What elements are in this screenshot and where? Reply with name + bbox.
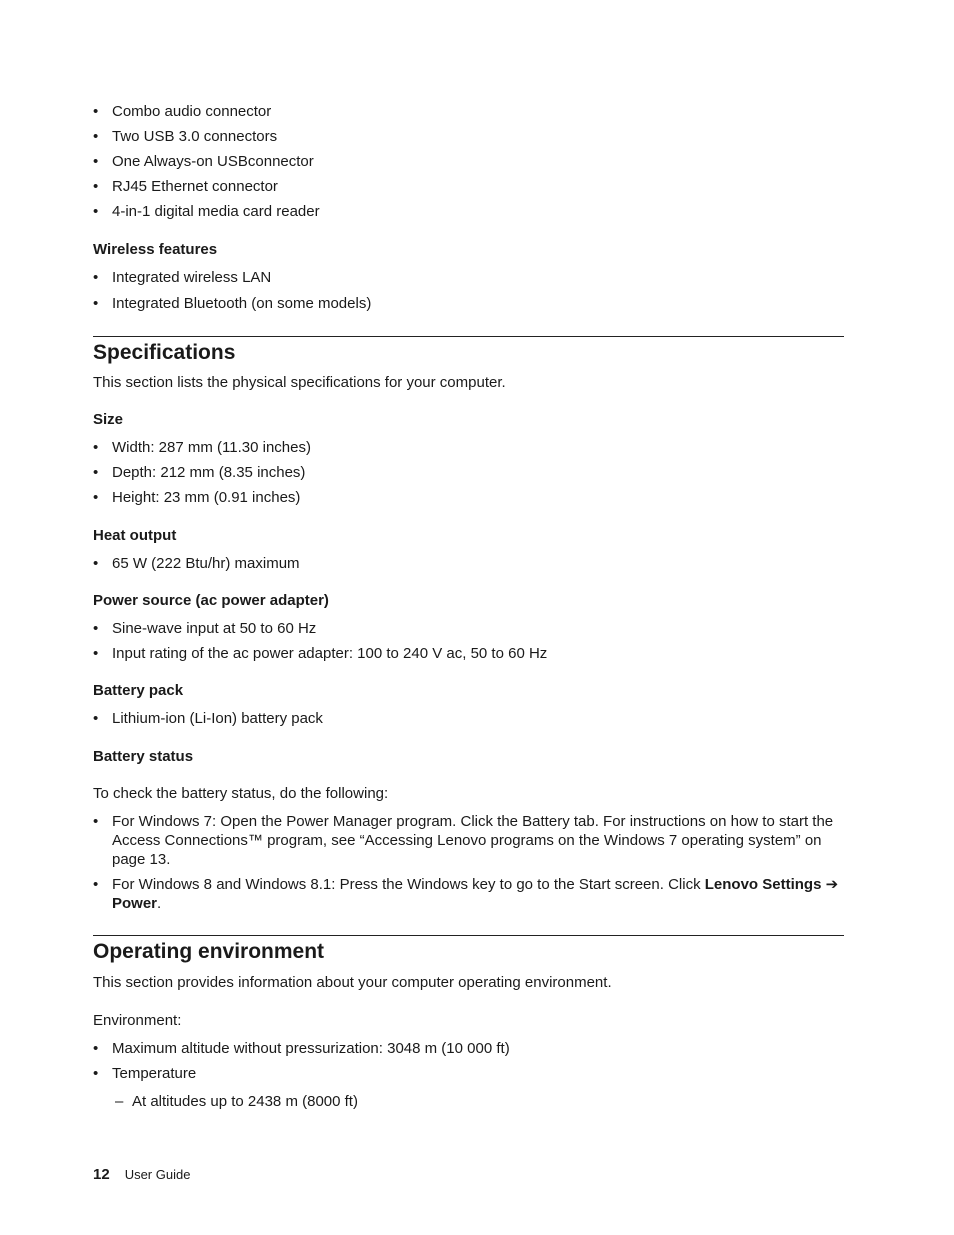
arrow-icon: ➔ [825,876,839,893]
battery-pack-heading: Battery pack [93,682,184,699]
list-item: • For Windows 7: Open the Power Manager program. Click the Battery tab. For instructions on how to start the Access Connections™ program, see “Accessing Lenovo programs on the Windows 7 operating system” on page 13. [93,812,844,869]
list-item: • 4-in-1 digital media card reader [93,202,844,221]
wireless-list [93,268,844,313]
page-footer [93,1165,190,1185]
specifications-intro: This section lists the physical specifications for your computer. [93,374,506,391]
size-list [93,438,844,513]
power-source-list [93,619,844,669]
environment-list [93,1039,844,1089]
environment-label: Environment: [93,1012,182,1029]
power-source-heading: Power source (ac power adapter) [93,592,329,609]
power-label: Power [112,895,158,912]
page-number: 12 [93,1166,110,1183]
list-item: • One Always-on USBconnector [93,152,844,171]
list-item: • Two USB 3.0 connectors [93,127,844,146]
lenovo-settings-label: Lenovo Settings [704,876,822,893]
list-item: • Integrated wireless LAN [93,268,844,287]
win8-text: For Windows 8 and Windows 8.1: Press the Windows key to go to the Start screen. Click [112,876,705,893]
list-item: • Integrated Bluetooth (on some models) [93,294,844,313]
list-item: • 65 W (222 Btu/hr) maximum [93,554,844,573]
list-item: • Temperature [93,1064,844,1083]
list-item: • Maximum altitude without pressurization: 3048 m (10 000 ft) [93,1039,844,1058]
list-item: • Combo audio connector [93,102,844,121]
battery-status-list [93,812,844,913]
operating-environment-intro: This section provides information about your computer operating environment. [93,974,612,991]
operating-environment-heading: Operating environment [93,940,325,963]
document-page [93,0,844,1110]
section-divider [93,336,844,337]
win8-suffix: . [157,895,162,912]
list-item: • Lithium-ion (Li-Ion) battery pack [93,709,844,728]
list-item [93,875,844,913]
battery-status-heading: Battery status [93,748,194,765]
list-item: • Height: 23 mm (0.91 inches) [93,488,844,507]
section-divider [93,935,844,936]
footer-title: User Guide [124,1167,191,1182]
ports-list [93,102,844,227]
list-item: • Depth: 212 mm (8.35 inches) [93,463,844,482]
size-heading: Size [93,411,124,428]
battery-pack-list [93,709,844,728]
list-item: • Input rating of the ac power adapter: 100 to 240 V ac, 50 to 60 Hz [93,644,844,663]
temperature-sub-item: – At altitudes up to 2438 m (8000 ft) [93,1092,883,1111]
list-item: • Width: 287 mm (11.30 inches) [93,438,844,457]
heat-output-list [93,554,844,573]
list-item: • RJ45 Ethernet connector [93,177,844,196]
wireless-heading: Wireless features [93,241,218,258]
battery-status-intro: To check the battery status, do the following: [93,785,389,802]
heat-output-heading: Heat output [93,527,177,544]
specifications-heading: Specifications [93,341,236,364]
list-item: • Sine-wave input at 50 to 60 Hz [93,619,844,638]
